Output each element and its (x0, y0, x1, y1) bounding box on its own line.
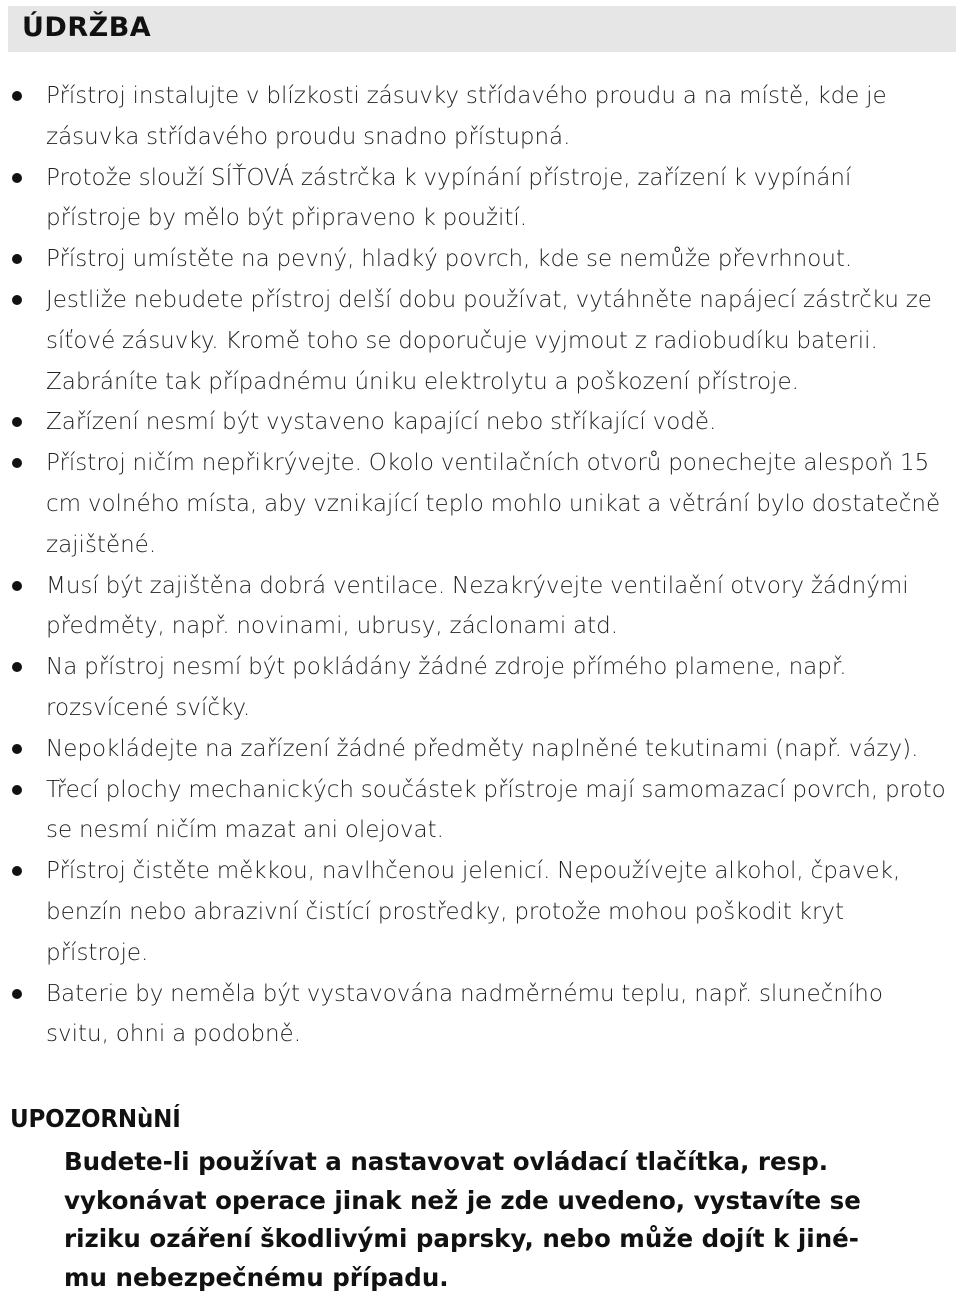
list-item (0, 974, 960, 1056)
list-item (0, 239, 960, 280)
bullet-icon (12, 744, 22, 754)
bullet-icon (12, 989, 22, 999)
bullet-icon (12, 581, 22, 591)
bullet-icon (12, 254, 22, 264)
list-item-text: Musí být zajištěna dobrá ventilace. Nezakrývejte ventilaění otvory žádnými předměty, např. novinami, ubrusy, záclonami atd. (46, 572, 909, 640)
list-item (0, 770, 960, 852)
list-item (0, 851, 960, 973)
list-item-text: Přístroj ničím nepřikrývejte. Okolo ventilačních otvorů ponechejte alespoň 15 cm volného místa, aby vznikající teplo mohlo unikat a větrání bylo dostatečně zajištěné. (46, 450, 941, 558)
list-item (0, 158, 960, 240)
bullet-icon (12, 173, 22, 183)
warning-title: UPOZORNùNÍ (10, 1104, 181, 1133)
list-item-text: Přístroj čistěte měkkou, navlhčenou jelenicí. Nepoužívejte alkohol, čpavek, benzín nebo abrazivní čistící prostředky, protože mohou poškodit kryt přístroje. (46, 858, 901, 966)
list-item (0, 443, 960, 565)
list-item (0, 566, 960, 648)
list-item-text: Nepokládejte na zařízení žádné předměty naplněné tekutinami (např. vázy). (46, 735, 919, 762)
maintenance-list (0, 76, 960, 1055)
list-item-text: Přístroj umístěte na pevný, hladký povrch, kde se nemůže převrhnout. (46, 246, 853, 273)
warning-text: Budete-li používat a nastavovat ovládací tlačítka, resp. vykonávat operace jinak než je zde uvedeno, vystavíte se riziku ozáření škodlivými paprsky, nebo může dojít k jiné- mu nebezpečnému případu. (64, 1147, 861, 1292)
bullet-icon (12, 458, 22, 468)
list-item-text: Jestliže nebudete přístroj delší dobu používat, vytáhněte napájecí zástrčku ze síťové zásuvky. Kromě toho se doporučuje vyjmout z radiobudíku baterii. Zabráníte tak případnému úniku elektrolytu a poškození přístroje. (46, 286, 932, 395)
list-item-text: Baterie by neměla být vystavována nadměrnému teplu, např. slunečního svitu, ohni a podobně. (46, 980, 883, 1048)
section-title: ÚDRŽBA (22, 12, 152, 43)
list-item (0, 729, 960, 770)
list-item-text: Zařízení nesmí být vystaveno kapající nebo stříkající vodě. (46, 409, 717, 436)
list-item (0, 402, 960, 443)
bullet-icon (12, 662, 22, 672)
list-item-text: Protože slouží SÍŤOVÁ zástrčka k vypínání přístroje, zařízení k vypínání přístroje by mělo být připraveno k použití. (46, 164, 852, 232)
list-item-text: Třecí plochy mechanických součástek přístroje mají samomazací povrch, proto se nesmí ničím mazat ani olejovat. (46, 776, 946, 844)
section-header-bar (8, 6, 956, 52)
bullet-icon (12, 866, 22, 876)
list-item (0, 647, 960, 729)
bullet-icon (12, 417, 22, 427)
list-item (0, 280, 960, 402)
list-item-text: Na přístroj nesmí být pokládány žádné zdroje přímého plamene, např. rozsvícené svíčky. (46, 654, 847, 721)
list-item (0, 76, 960, 158)
bullet-icon (12, 785, 22, 795)
list-item-text: Přístroj instalujte v blízkosti zásuvky střídavého proudu a na místě, kde je zásuvka střídavého proudu snadno přístupná. (46, 83, 887, 150)
bullet-icon (12, 91, 22, 101)
bullet-icon (12, 295, 22, 305)
